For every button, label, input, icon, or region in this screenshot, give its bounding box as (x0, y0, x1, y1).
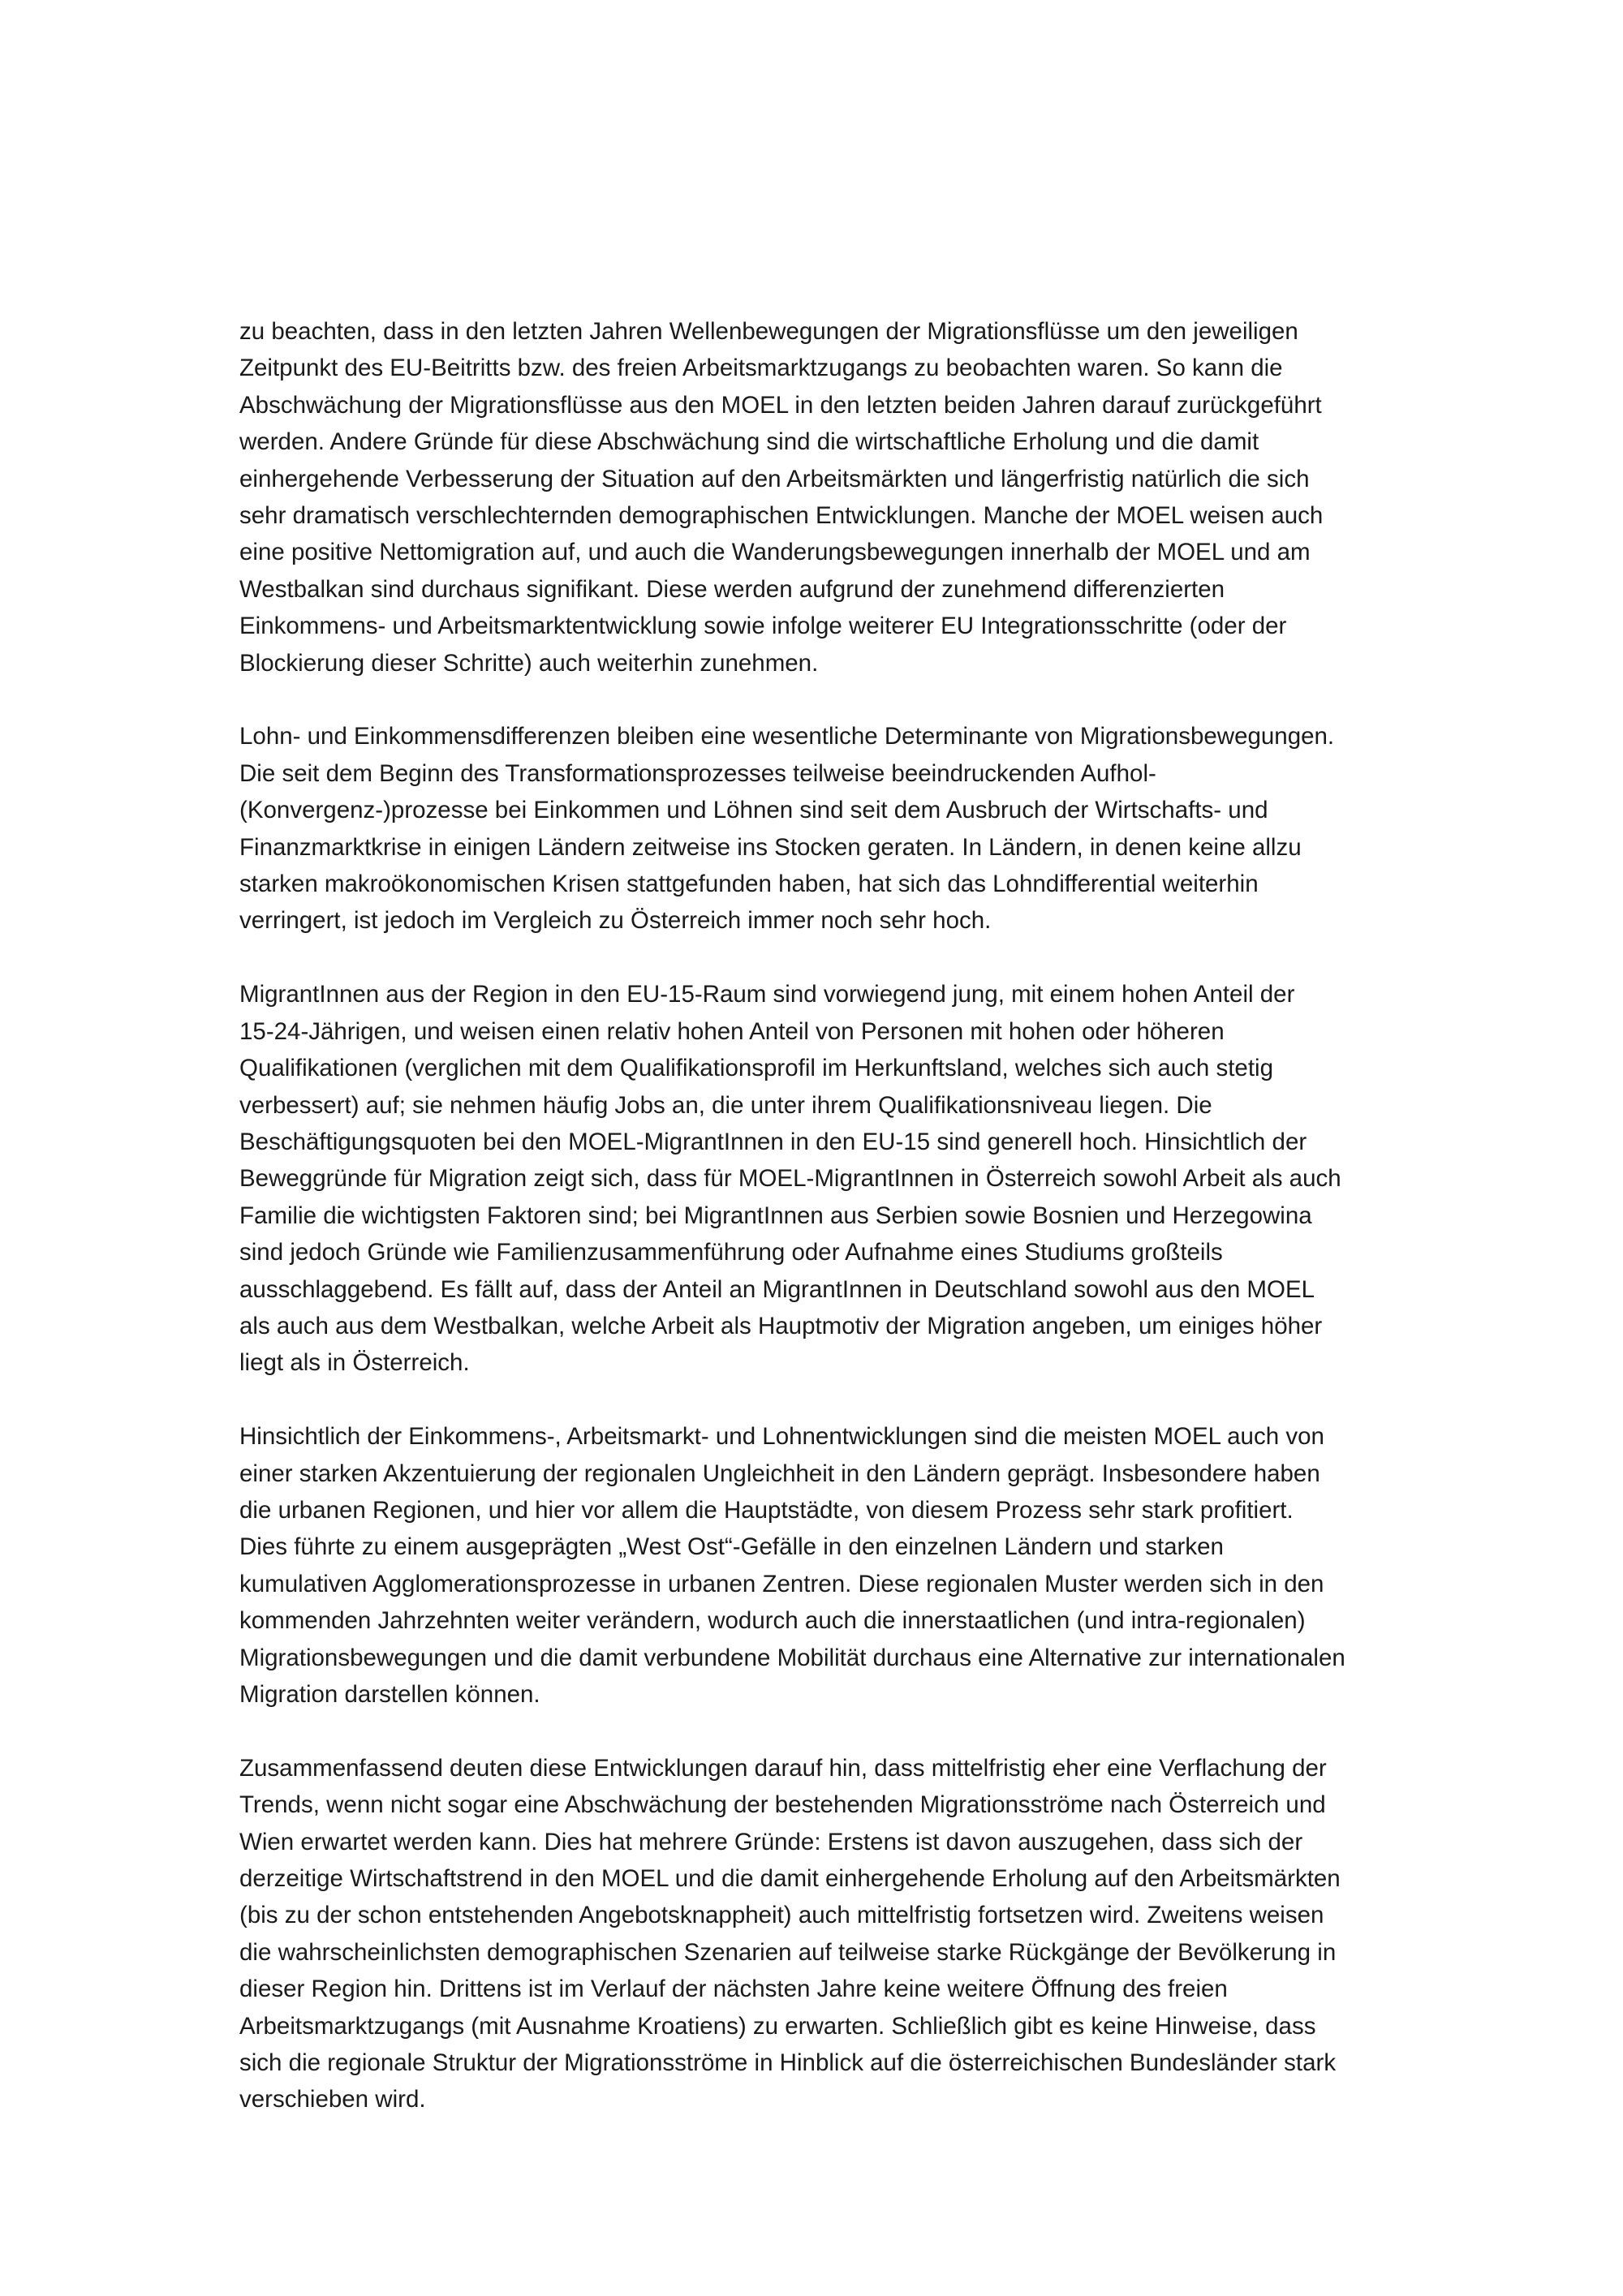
text-line: Lohn- und Einkommensdifferenzen bleiben eine wesentliche Determinante von Migrationsbewegungen. (239, 723, 1335, 750)
text-line: Zeitpunkt des EU-Beitritts bzw. des freien Arbeitsmarktzugangs zu beobachten waren. So kann die (239, 355, 1283, 382)
paragraph-2 (239, 718, 1457, 939)
text-line: starken makroökonomischen Krisen stattgefunden haben, hat sich das Lohndifferential weiterhin (239, 871, 1259, 898)
text-line: kumulativen Agglomerationsprozesse in urbanen Zentren. Diese regionalen Muster werden sich in den (239, 1570, 1324, 1597)
text-line: Einkommens- und Arbeitsmarktentwicklung sowie infolge weiterer EU Integrationsschritte (oder der (239, 613, 1287, 640)
text-line: Migrationsbewegungen und die damit verbundene Mobilität durchaus eine Alternative zur internationalen (239, 1644, 1345, 1671)
text-line: derzeitige Wirtschaftstrend in den MOEL und die damit einhergehende Erholung auf den Arbeitsmärkten (239, 1865, 1341, 1892)
text-line: Beweggründe für Migration zeigt sich, dass für MOEL-MigrantInnen in Österreich sowohl Arbeit als auch (239, 1165, 1341, 1193)
paragraph-3 (239, 976, 1457, 1381)
text-line: verringert, ist jedoch im Vergleich zu Österreich immer noch sehr hoch. (239, 907, 992, 935)
text-line: einer starken Akzentuierung der regionalen Ungleichheit in den Ländern geprägt. Insbesondere haben (239, 1460, 1320, 1487)
text-line: 15-24-Jährigen, und weisen einen relativ hohen Anteil von Personen mit hohen oder höheren (239, 1017, 1225, 1045)
text-line: werden. Andere Gründe für diese Abschwächung sind die wirtschaftliche Erholung und die damit (239, 428, 1259, 456)
text-line: einhergehende Verbesserung der Situation auf den Arbeitsmärkten und längerfristig natürlich die sich (239, 465, 1310, 492)
text-line: Abschwächung der Migrationsflüsse aus den MOEL in den letzten beiden Jahren darauf zurückgeführt (239, 391, 1322, 419)
text-line: kommenden Jahrzehnten weiter verändern, wodurch auch die innerstaatlichen (und intra-regionalen) (239, 1607, 1306, 1635)
text-line: sind jedoch Gründe wie Familienzusammenführung oder Aufnahme eines Studiums großteils (239, 1239, 1223, 1266)
paragraph-4 (239, 1418, 1457, 1713)
paragraph-1 (239, 313, 1457, 681)
text-line: eine positive Nettomigration auf, und auch die Wanderungsbewegungen innerhalb der MOEL und am (239, 539, 1311, 566)
text-line: Wien erwartet werden kann. Dies hat mehrere Gründe: Erstens ist davon auszugehen, dass sich der (239, 1828, 1303, 1855)
text-line: dieser Region hin. Drittens ist im Verlauf der nächsten Jahre keine weitere Öffnung des freien (239, 1976, 1228, 2003)
text-line: Qualifikationen (verglichen mit dem Qualifikationsprofil im Herkunftsland, welches sich auch stetig (239, 1055, 1273, 1082)
text-line: Zusammenfassend deuten diese Entwicklungen darauf hin, dass mittelfristig eher eine Verflachung der (239, 1754, 1327, 1782)
text-line: als auch aus dem Westbalkan, welche Arbeit als Hauptmotiv der Migration angeben, um einiges höher (239, 1312, 1323, 1339)
text-line: zu beachten, dass in den letzten Jahren Wellenbewegungen der Migrationsflüsse um den jeweiligen (239, 318, 1298, 345)
text-line: liegt als in Österreich. (239, 1349, 470, 1377)
text-line: Hinsichtlich der Einkommens-, Arbeitsmarkt- und Lohnentwicklungen sind die meisten MOEL auch von (239, 1423, 1324, 1451)
text-line: ausschlaggebend. Es fällt auf, dass der Anteil an MigrantInnen in Deutschland sowohl aus den MOEL (239, 1275, 1315, 1303)
text-line: die wahrscheinlichsten demographischen Szenarien auf teilweise starke Rückgänge der Bevölkerung in (239, 1938, 1337, 1966)
text-line: (Konvergenz-)prozesse bei Einkommen und Löhnen sind seit dem Ausbruch der Wirtschafts- und (239, 797, 1268, 824)
text-line: Dies führte zu einem ausgeprägten „West Ost“-Gefälle in den einzelnen Ländern und starken (239, 1533, 1224, 1561)
text-line: MigrantInnen aus der Region in den EU-15-Raum sind vorwiegend jung, mit einem hohen Anteil der (239, 981, 1295, 1008)
text-line: verschieben wird. (239, 2086, 426, 2113)
text-line: Familie die wichtigsten Faktoren sind; bei MigrantInnen aus Serbien sowie Bosnien und Herzegowina (239, 1202, 1312, 1229)
text-line: Migration darstellen können. (239, 1680, 540, 1708)
text-line: Trends, wenn nicht sogar eine Abschwächung der bestehenden Migrationsströme nach Österreich und (239, 1791, 1326, 1819)
text-line: Die seit dem Beginn des Transformationsprozesses teilweise beeindruckenden Aufhol- (239, 759, 1156, 787)
text-line: sich die regionale Struktur der Migrationsströme in Hinblick auf die österreichischen Bundesländer stark (239, 2049, 1337, 2077)
text-line: (bis zu der schon entstehenden Angebotsknappheit) auch mittelfristig fortsetzen wird. Zweitens weisen (239, 1902, 1324, 1929)
text-line: die urbanen Regionen, und hier vor allem die Hauptstädte, von diesem Prozess sehr stark profitiert. (239, 1496, 1294, 1524)
paragraph-5 (239, 1750, 1457, 2118)
text-line: verbessert) auf; sie nehmen häufig Jobs an, die unter ihrem Qualifikationsniveau liegen. Die (239, 1091, 1212, 1119)
text-line: sehr dramatisch verschlechternden demographischen Entwicklungen. Manche der MOEL weisen auch (239, 502, 1324, 530)
text-line: Finanzmarktkrise in einigen Ländern zeitweise ins Stocken geraten. In Ländern, in denen keine allzu (239, 833, 1302, 861)
text-line: Westbalkan sind durchaus signifikant. Diese werden aufgrund der zunehmend differenzierten (239, 575, 1225, 603)
text-line: Arbeitsmarktzugangs (mit Ausnahme Kroatiens) zu erwarten. Schließlich gibt es keine Hinweise, dass (239, 2012, 1316, 2040)
text-line: Blockierung dieser Schritte) auch weiterhin zunehmen. (239, 649, 819, 677)
document-body (239, 313, 1457, 2118)
text-line: Beschäftigungsquoten bei den MOEL-MigrantInnen in den EU-15 sind generell hoch. Hinsichtlich der (239, 1128, 1307, 1155)
